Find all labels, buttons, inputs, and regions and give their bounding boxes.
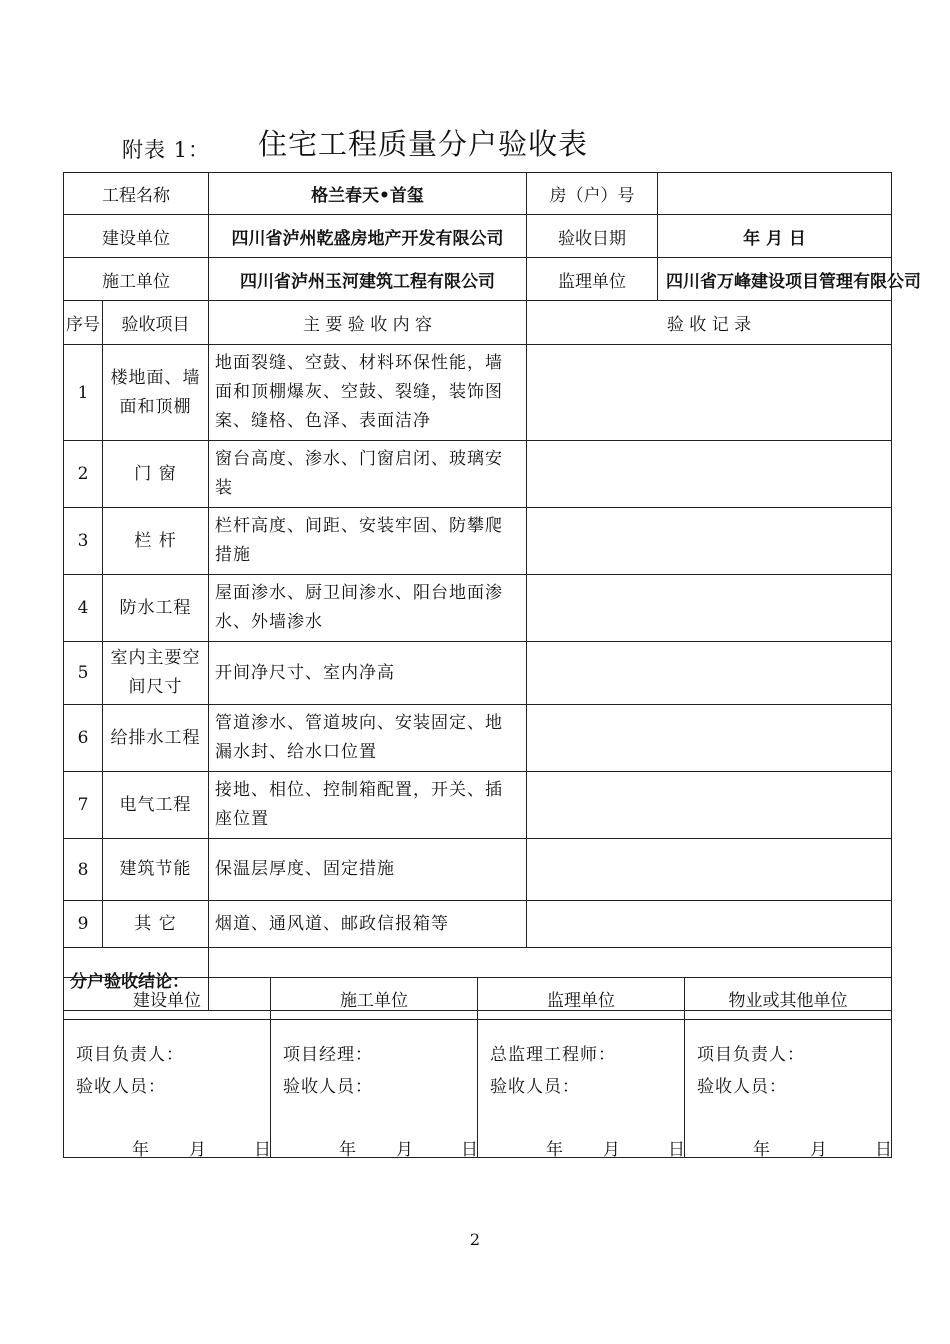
col-record-header: 验 收 记 录	[527, 301, 892, 345]
sign-line-responsible: 项目负责人：	[697, 1045, 805, 1065]
table-row	[64, 441, 892, 508]
sign-line-responsible: 项目负责人：	[76, 1045, 184, 1065]
signature-header-row	[64, 978, 892, 1020]
row-item: 室内主要空间尺寸	[103, 642, 209, 705]
row-content: 屋面渗水、厨卫间渗水、阳台地面渗水、外墙渗水	[209, 575, 527, 642]
row-content: 接地、相位、控制箱配置，开关、插座位置	[209, 772, 527, 839]
sign-date-month: 月	[603, 1140, 620, 1160]
sign-date-month: 月	[810, 1140, 827, 1160]
info-row-developer	[64, 215, 892, 258]
sign-date-year: 年	[546, 1140, 563, 1160]
row-seq: 1	[64, 345, 103, 441]
row-content: 烟道、通风道、邮政信报箱等	[209, 901, 527, 948]
row-content: 保温层厚度、固定措施	[209, 839, 527, 901]
sign-unit-contractor: 施工单位	[271, 978, 478, 1020]
project-name-value[interactable]: 格兰春天•首玺	[209, 173, 527, 215]
unit-number-field[interactable]	[658, 173, 892, 215]
row-record-field[interactable]	[527, 508, 892, 575]
signature-cell-contractor[interactable]	[271, 1020, 478, 1158]
info-row-contractor	[64, 258, 892, 301]
sign-date	[478, 1135, 685, 1160]
row-seq: 4	[64, 575, 103, 642]
table-row	[64, 642, 892, 705]
row-item: 给排水工程	[103, 705, 209, 772]
signature-table	[63, 977, 892, 1158]
conclusion-label: 分户验收结论：	[64, 948, 209, 1011]
contractor-value[interactable]: 四川省泸州玉河建筑工程有限公司	[209, 258, 527, 301]
row-seq: 7	[64, 772, 103, 839]
col-seq-header: 序号	[64, 301, 103, 345]
sign-date-year: 年	[753, 1140, 770, 1160]
sign-date-month: 月	[396, 1140, 413, 1160]
row-seq: 2	[64, 441, 103, 508]
row-item: 其 它	[103, 901, 209, 948]
sign-line-inspectors: 验收人员：	[490, 1077, 580, 1097]
row-seq: 6	[64, 705, 103, 772]
row-item: 建筑节能	[103, 839, 209, 901]
sign-unit-developer: 建设单位	[64, 978, 271, 1020]
page-number: 2	[469, 1230, 481, 1249]
row-content: 窗台高度、渗水、门窗启闭、玻璃安装	[209, 441, 527, 508]
table-row	[64, 345, 892, 441]
supervisor-label: 监理单位	[527, 258, 658, 301]
row-seq: 9	[64, 901, 103, 948]
row-item: 栏 杆	[103, 508, 209, 575]
row-record-field[interactable]	[527, 642, 892, 705]
acceptance-date-label: 验收日期	[527, 215, 658, 258]
row-content: 地面裂缝、空鼓、材料环保性能，墙面和顶棚爆灰、空鼓、裂缝，装饰图案、缝格、色泽、表面洁净	[209, 345, 527, 441]
table-row	[64, 705, 892, 772]
project-name-label: 工程名称	[64, 173, 209, 215]
acceptance-table	[63, 172, 921, 1011]
supervisor-value[interactable]: 四川省万峰建设项目管理有限公司	[658, 258, 892, 301]
row-seq: 8	[64, 839, 103, 901]
developer-value[interactable]: 四川省泸州乾盛房地产开发有限公司	[209, 215, 527, 258]
page-title: 住宅工程质量分户验收表	[258, 127, 589, 161]
sign-date	[64, 1135, 271, 1160]
sign-date-day: 日	[875, 1140, 892, 1160]
row-content: 管道渗水、管道坡向、安装固定、地漏水封、给水口位置	[209, 705, 527, 772]
sign-line-responsible: 总监理工程师：	[490, 1045, 616, 1065]
signature-cell-property[interactable]	[685, 1020, 892, 1158]
table-row	[64, 508, 892, 575]
signature-body-row	[64, 1020, 892, 1158]
row-item: 门 窗	[103, 441, 209, 508]
sign-date-month: 月	[189, 1140, 206, 1160]
col-content-header: 主 要 验 收 内 容	[209, 301, 527, 345]
table-row	[64, 772, 892, 839]
acceptance-date-field[interactable]: 年 月 日	[658, 215, 892, 258]
row-content: 栏杆高度、间距、安装牢固、防攀爬措施	[209, 508, 527, 575]
contractor-label: 施工单位	[64, 258, 209, 301]
sign-date	[685, 1135, 892, 1160]
attachment-label: 附表 1：	[122, 138, 211, 162]
row-content: 开间净尺寸、室内净高	[209, 642, 527, 705]
row-record-field[interactable]	[527, 839, 892, 901]
row-record-field[interactable]	[527, 575, 892, 642]
title-row	[0, 122, 950, 166]
row-record-field[interactable]	[527, 705, 892, 772]
row-record-field[interactable]	[527, 345, 892, 441]
sign-line-inspectors: 验收人员：	[283, 1077, 373, 1097]
signature-cell-supervisor[interactable]	[478, 1020, 685, 1158]
sign-date-day: 日	[254, 1140, 271, 1160]
sign-date	[271, 1135, 478, 1160]
signature-cell-developer[interactable]	[64, 1020, 271, 1158]
sign-date-day: 日	[461, 1140, 478, 1160]
row-seq: 5	[64, 642, 103, 705]
sign-line-inspectors: 验收人员：	[697, 1077, 787, 1097]
sign-date-year: 年	[132, 1140, 149, 1160]
row-item: 楼地面、墙面和顶棚	[103, 345, 209, 441]
row-item: 防水工程	[103, 575, 209, 642]
sign-unit-supervisor: 监理单位	[478, 978, 685, 1020]
unit-number-label: 房（户）号	[527, 173, 658, 215]
row-seq: 3	[64, 508, 103, 575]
table-row	[64, 901, 892, 948]
sign-date-day: 日	[668, 1140, 685, 1160]
row-record-field[interactable]	[527, 441, 892, 508]
sign-line-inspectors: 验收人员：	[76, 1077, 166, 1097]
row-record-field[interactable]	[527, 901, 892, 948]
column-header-row	[64, 301, 892, 345]
developer-label: 建设单位	[64, 215, 209, 258]
row-record-field[interactable]	[527, 772, 892, 839]
col-item-header: 验收项目	[103, 301, 209, 345]
table-row	[64, 839, 892, 901]
sign-date-year: 年	[339, 1140, 356, 1160]
table-row	[64, 575, 892, 642]
info-row-project	[64, 173, 892, 215]
sign-unit-property: 物业或其他单位	[685, 978, 892, 1020]
sign-line-responsible: 项目经理：	[283, 1045, 373, 1065]
row-item: 电气工程	[103, 772, 209, 839]
